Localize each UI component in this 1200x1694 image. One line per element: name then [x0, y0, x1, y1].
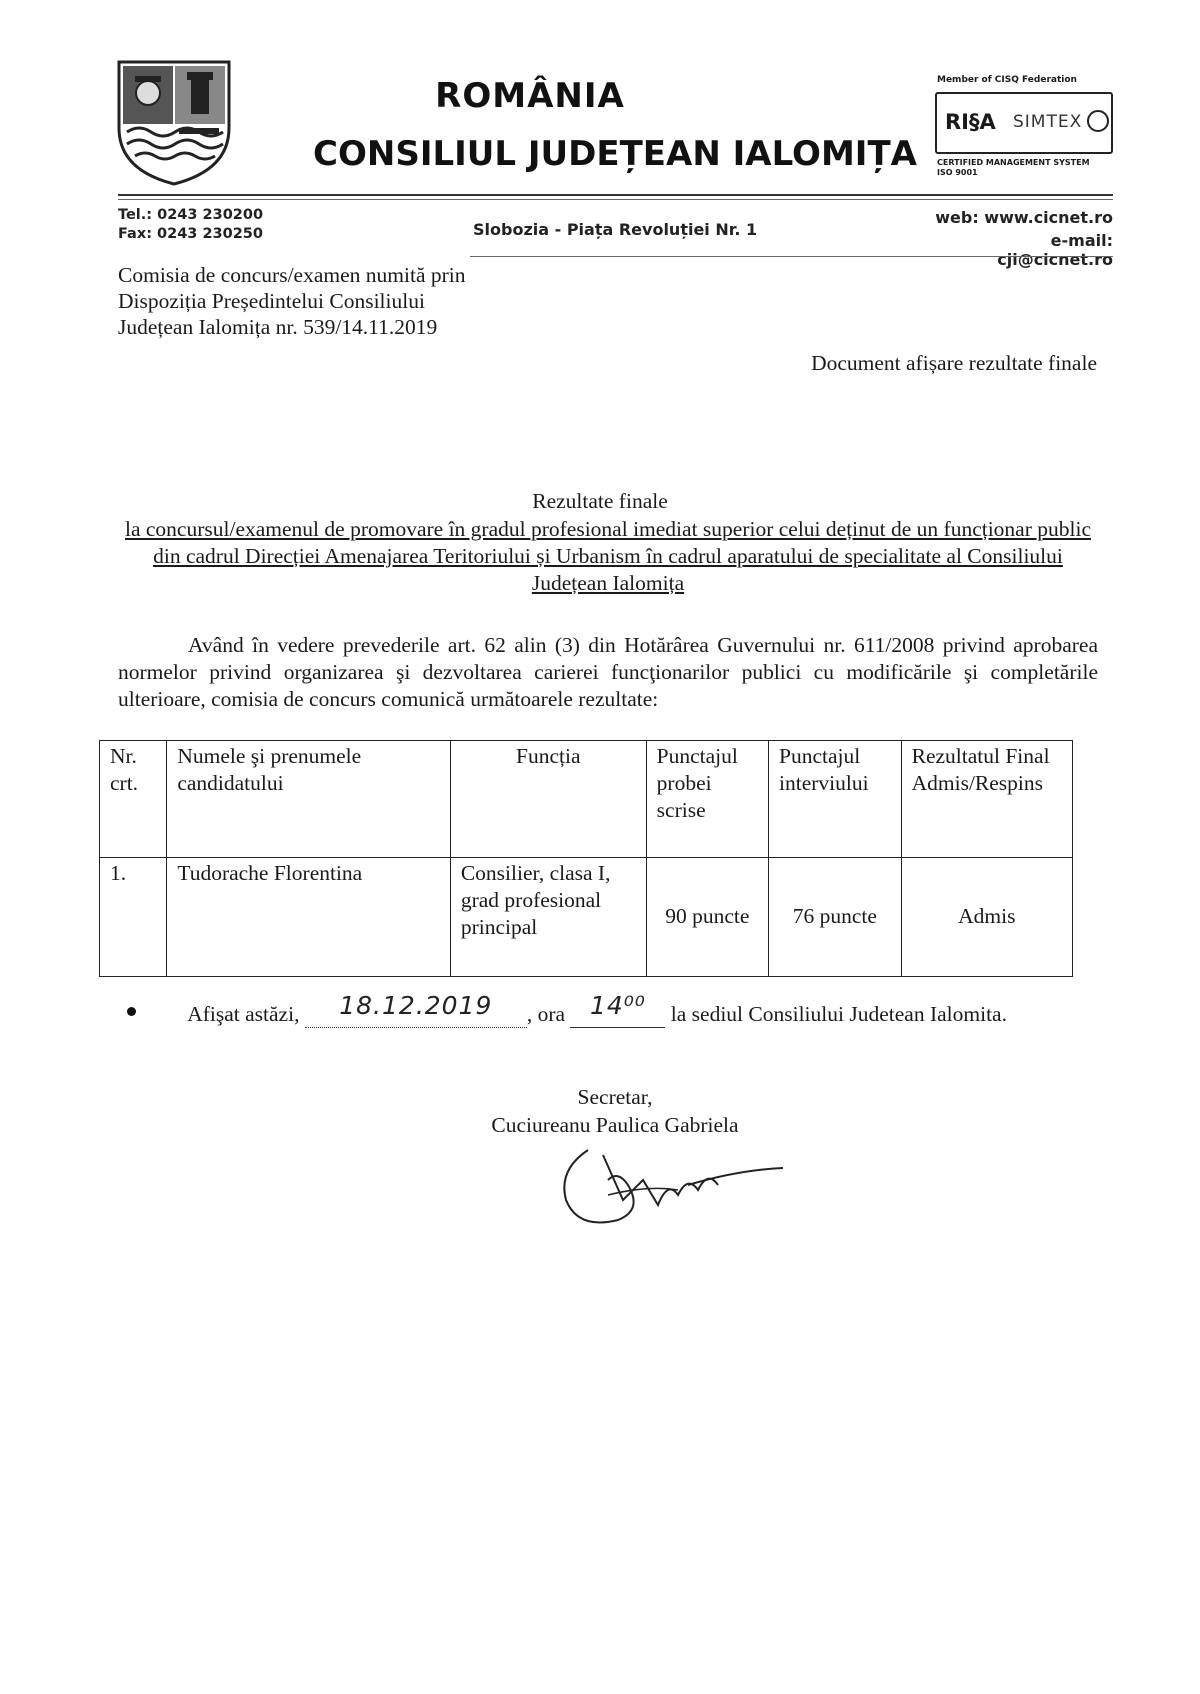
certification-caption-line1: CERTIFIED MANAGEMENT SYSTEM — [937, 158, 1090, 167]
country-heading: ROMÂNIA — [435, 76, 625, 116]
cell-function: Consilier, clasa I, grad profesional principal — [450, 858, 646, 977]
certification-logo-right: SIMTEX — [1013, 112, 1083, 132]
exam-subject: la concursul/examenul de promovare în gradul profesional imediat superior celui deținut de un funcționar public din cadrul Direcției Amenajarea Teritoriului și Urbanism în cadrul aparatului de specialitate al Consiliului Județean Ialomița — [125, 517, 1091, 595]
globe-icon — [1087, 110, 1109, 132]
website-link[interactable]: web: www.cicnet.ro — [935, 208, 1113, 227]
certification-logo — [935, 92, 1113, 154]
column-header-function: Funcția — [450, 741, 646, 858]
intro-paragraph: Având în vedere prevederile art. 62 alin (3) din Hotărârea Guvernului nr. 611/2008 privind aprobarea normelor privind organizarea şi dezvoltarea carierei funcţionarilor publici cu modificările şi completările ulterioare, comisia de concurs comunică următoarele rezultate: — [118, 633, 1098, 711]
cell-interview-score: 76 puncte — [769, 858, 902, 977]
posted-time: 14⁰⁰ — [589, 991, 646, 1020]
header-divider-thin — [118, 199, 1113, 200]
secretary-name: Cuciureanu Paulica Gabriela — [491, 1113, 739, 1137]
posted-prefix: Afişat astăzi, — [187, 1002, 300, 1026]
results-title: Rezultate finale — [532, 489, 668, 513]
handwritten-signature — [548, 1140, 788, 1235]
committee-line: Comisia de concurs/examen numită prin — [118, 263, 466, 287]
fax-number: Fax: 0243 230250 — [118, 226, 263, 242]
committee-reference — [118, 262, 598, 340]
column-header-name: Numele şi prenumele candidatului — [167, 741, 451, 858]
committee-line: Județean Ialomița nr. 539/14.11.2019 — [118, 315, 438, 339]
phone-number: Tel.: 0243 230200 — [118, 207, 264, 223]
table-header-row — [100, 741, 1073, 858]
cell-written-score: 90 puncte — [646, 858, 768, 977]
posting-note — [118, 991, 1118, 1028]
committee-line: Dispoziția Președintelui Consiliului — [118, 289, 425, 313]
column-header-nr: Nr. crt. — [100, 741, 167, 858]
cell-candidate-name: Tudorache Florentina — [167, 858, 451, 977]
certification-logo-left: RI§A — [945, 110, 996, 134]
column-header-interview-score: Punctajul interviului — [769, 741, 902, 858]
cell-nr: 1. — [100, 858, 167, 977]
posted-time-field — [570, 991, 665, 1028]
posted-suffix: la sediul Consiliului Judetean Ialomita. — [670, 1002, 1007, 1026]
institution-address: Slobozia - Piața Revoluției Nr. 1 — [473, 220, 758, 239]
certification-member-text: Member of CISQ Federation — [937, 75, 1077, 85]
results-table — [99, 740, 1073, 977]
table-row — [100, 858, 1073, 977]
institution-heading: CONSILIUL JUDEȚEAN IALOMIȚA — [313, 134, 917, 174]
document-label: Document afișare rezultate finale — [811, 351, 1097, 375]
certification-caption-line2: ISO 9001 — [937, 168, 978, 177]
posted-ora-label: , ora — [526, 1002, 566, 1026]
secretary-title: Secretar, — [577, 1085, 653, 1109]
column-header-final-result: Rezultatul Final Admis/Respins — [901, 741, 1072, 858]
column-header-written-score: Punctajul probei scrise — [646, 741, 768, 858]
email-link[interactable]: e-mail: cji@cicnet.ro — [997, 231, 1113, 269]
certification-caption — [937, 158, 1090, 178]
posted-date: 18.12.2019 — [339, 991, 493, 1020]
cell-final-result: Admis — [901, 858, 1072, 977]
header-divider — [118, 194, 1113, 196]
posted-date-field — [305, 991, 527, 1028]
contact-divider — [470, 256, 1113, 257]
county-coat-of-arms — [115, 58, 233, 188]
